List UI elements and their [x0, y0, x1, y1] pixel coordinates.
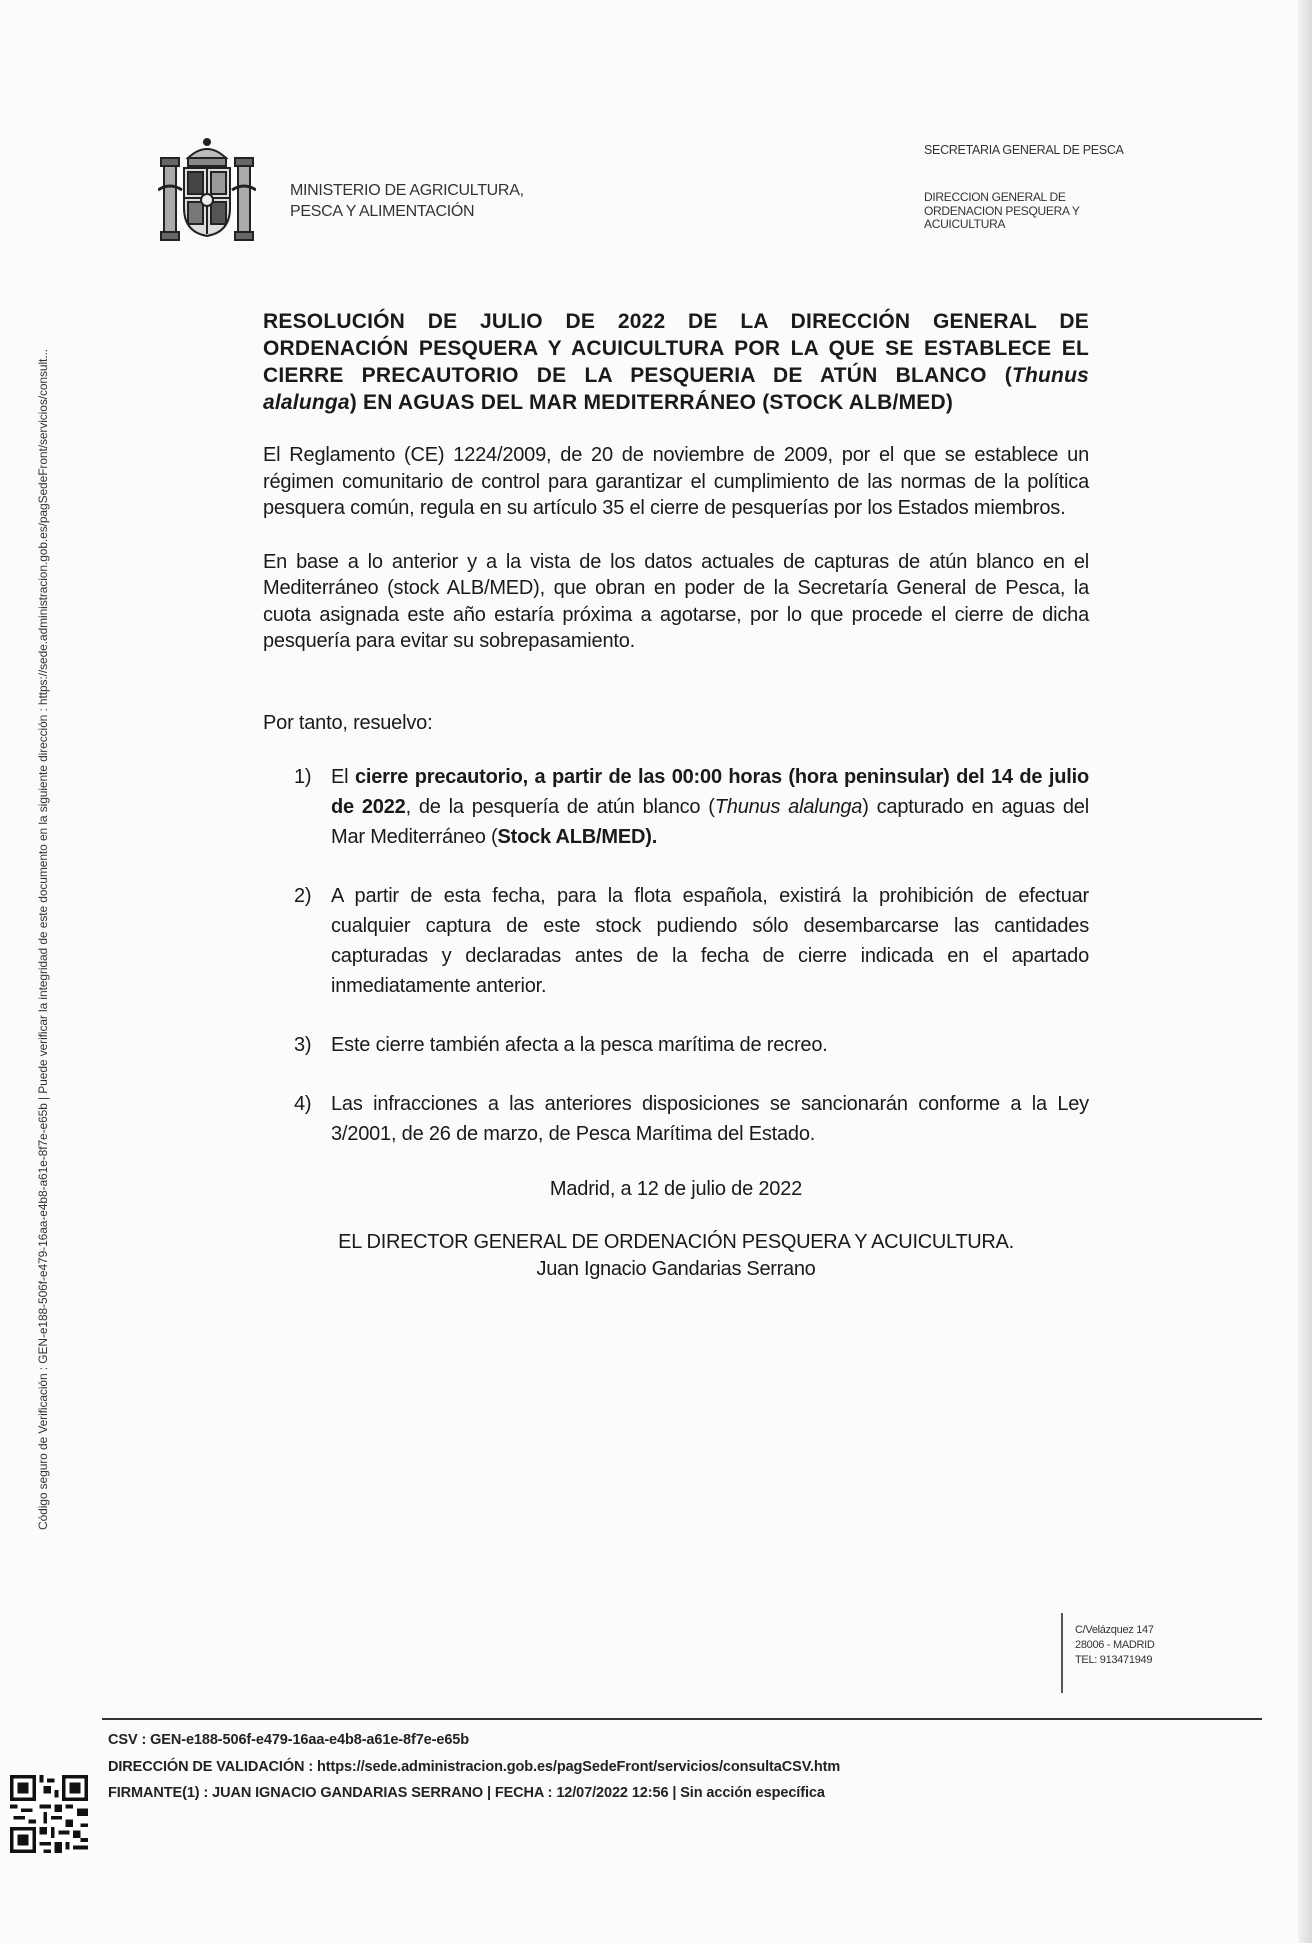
ministry-name — [290, 180, 524, 222]
item-number: 2) — [294, 885, 312, 907]
title-part-2: ) EN AGUAS DEL MAR MEDITERRÁNEO (STOCK ALB/MED) — [349, 391, 954, 414]
address-phone: TEL: 913471949 — [1075, 1654, 1153, 1666]
paragraph-resuelvo: Por tanto, resuelvo: — [263, 711, 433, 734]
ministry-line-1: MINISTERIO DE AGRICULTURA, — [290, 182, 524, 199]
paragraph-base: En base a lo anterior y a la vista de los datos actuales de capturas de atún blanco en el Mediterráneo (stock ALB/MED), que obran en poder de la Secretaría General de Pesca, la cuota asignada este año estaría próxima a agotarse, por lo que procede el cierre de dicha pesquería para evitar su sobrepasamiento. — [263, 550, 1089, 652]
item-1-text-e: ) capturado en aguas del Mar Mediterráneo ( — [331, 796, 1089, 848]
item-1-species-italic: Thunus alalunga — [714, 796, 863, 818]
resolution-items — [263, 762, 1089, 1149]
title-part-1: RESOLUCIÓN DE JULIO DE 2022 DE LA DIRECCIÓN GENERAL DE ORDENACIÓN PESQUERA Y ACUICULTURA POR LA QUE SE ESTABLECE EL CIERRE PRECAUTORIO DE LA PESQUERIA DE ATÚN BLANCO ( — [263, 310, 1089, 387]
footer-verification — [108, 1727, 840, 1807]
direccion-line-2: ORDENACION PESQUERA Y — [924, 203, 1080, 218]
footer-csv: CSV : GEN-e188-506f-e479-16aa-e4b8-a61e-8f7e-e65b — [108, 1732, 470, 1748]
direccion-line-3: ACUICULTURA — [924, 217, 1006, 231]
ministry-address — [1061, 1613, 1155, 1693]
signatory-title: EL DIRECTOR GENERAL DE ORDENACIÓN PESQUERA Y ACUICULTURA. — [338, 1231, 1014, 1253]
address-city: 28006 - MADRID — [1075, 1639, 1155, 1651]
paragraph-reglamento: El Reglamento (CE) 1224/2009, de 20 de noviembre de 2009, por el que se establece un régimen comunitario de control para garantizar el cumplimiento de las normas de la política pesquera común, regula en su artículo 35 el cierre de pesquerías por los Estados miembros. — [263, 444, 1089, 519]
item-4-text: Las infracciones a las anteriores disposiciones se sancionarán conforme a la Ley 3/2001, de 26 de marzo, de Pesca Marítima del Estado. — [331, 1093, 1089, 1145]
resolution-item-3 — [263, 1030, 1089, 1060]
footer-divider — [102, 1718, 1262, 1720]
signatory-name: Juan Ignacio Gandarias Serrano — [536, 1258, 816, 1280]
page-edge-shadow — [1298, 0, 1312, 1943]
vertical-verification-text: Código seguro de Verificación : GEN-e188-506f-e479-16aa-e4b8-a61e-8f7e-e65b | Puede verificar la integridad de este documento en la siguiente dirección : https://sede.administracion.gob.es/pagSedeFront/servicios/consult... — [36, 349, 50, 1530]
item-1-bold-closure: cierre precautorio, a partir de las 00:00 horas (hora peninsular) del 14 de julio de 2022 — [331, 766, 1089, 818]
direccion-line-1: DIRECCION GENERAL DE — [924, 190, 1066, 204]
resolution-title — [263, 308, 1089, 416]
secretaria-general: SECRETARIA GENERAL DE PESCA — [924, 143, 1124, 157]
qr-code-icon — [10, 1775, 88, 1853]
document-body — [263, 308, 1089, 1282]
place-and-date: Madrid, a 12 de julio de 2022 — [549, 1178, 803, 1200]
resolution-item-1 — [263, 762, 1089, 852]
item-1-bold-stock: Stock ALB/MED). — [497, 826, 658, 848]
address-street: C/Velázquez 147 — [1075, 1624, 1154, 1636]
spain-coat-of-arms-icon — [158, 136, 256, 244]
item-number: 3) — [294, 1034, 312, 1056]
item-2-text: A partir de esta fecha, para la flota española, existirá la prohibición de efectuar cualquier captura de este stock pudiendo sólo desembarcarse las cantidades capturadas y declaradas antes de la fecha de cierre indicada en el apartado inmediatamente anterior. — [331, 885, 1089, 997]
resolution-item-2 — [263, 881, 1089, 1001]
footer-signer: FIRMANTE(1) : JUAN IGNACIO GANDARIAS SERRANO | FECHA : 12/07/2022 12:56 | Sin acción específica — [108, 1785, 825, 1801]
footer-validation-url: DIRECCIÓN DE VALIDACIÓN : https://sede.administracion.gob.es/pagSedeFront/servicios/consultaCSV.htm — [108, 1758, 841, 1775]
item-number: 4) — [294, 1093, 312, 1115]
title-species-italic: Thunus alalunga — [263, 364, 1089, 414]
item-1-text-a: El — [331, 766, 355, 788]
ministry-line-2: PESCA Y ALIMENTACIÓN — [290, 203, 475, 220]
item-3-text: Este cierre también afecta a la pesca marítima de recreo. — [331, 1034, 828, 1056]
direccion-general — [924, 191, 1080, 232]
resolution-item-4 — [263, 1089, 1089, 1149]
item-number: 1) — [294, 766, 312, 788]
item-1-text-c: , de la pesquería de atún blanco ( — [405, 796, 715, 818]
